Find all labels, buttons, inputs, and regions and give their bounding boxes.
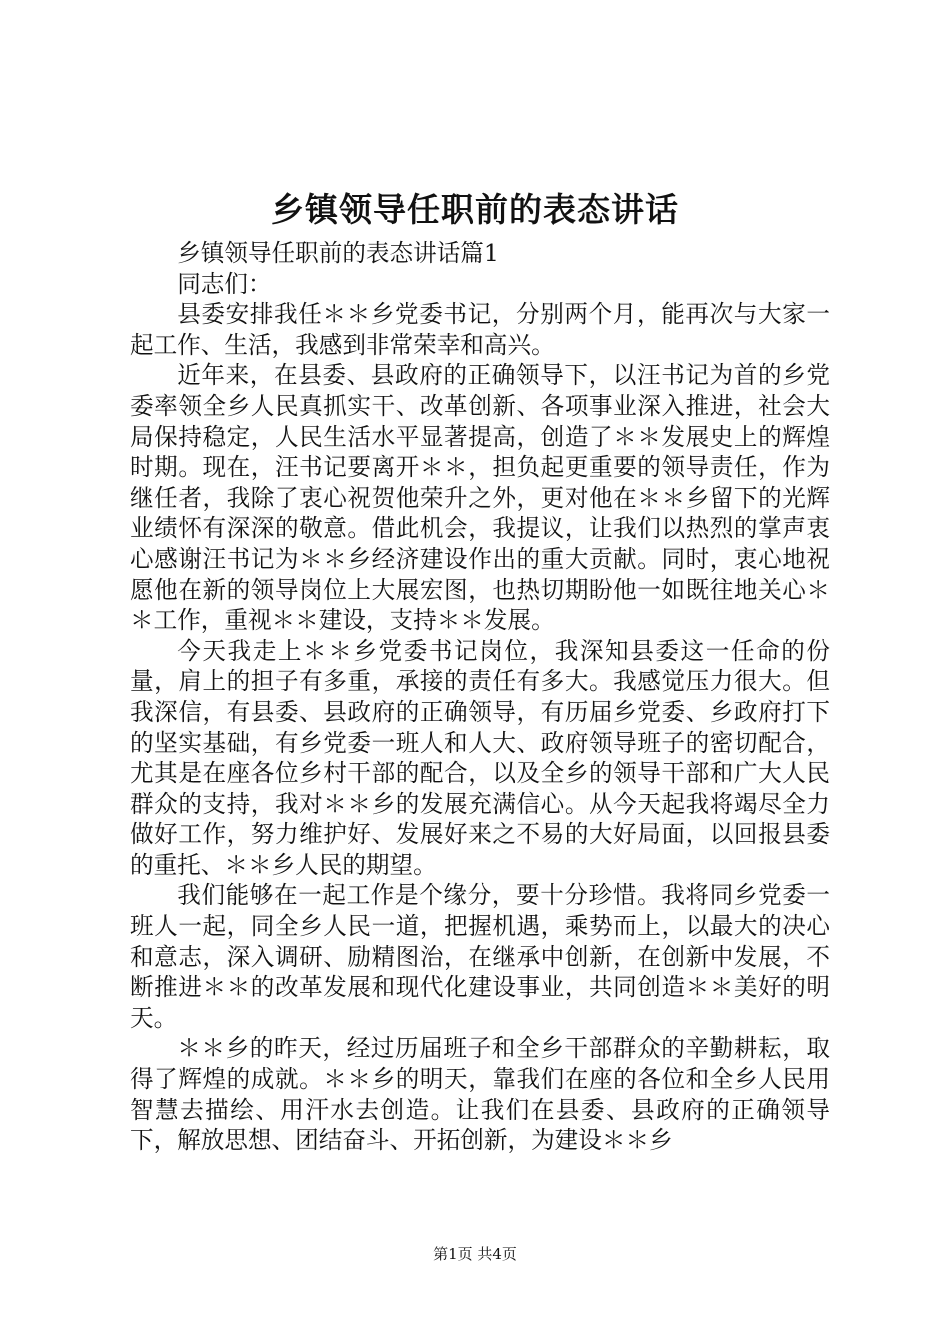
body-paragraph: 我们能够在一起工作是个缘分，要十分珍惜。我将同乡党委一班人一起，同全乡人民一道，把握机遇，乘势而上，以最大的决心和意志，深入调研、励精图治，在继承中创新，在创新中发展，不断推进＊＊的改革发展和现代化建设事业，共同创造＊＊美好的明天。 — [130, 881, 830, 1032]
salutation: 同志们： — [177, 269, 272, 298]
body-paragraph: 近年来，在县委、县政府的正确领导下，以汪书记为首的乡党委率领全乡人民真抓实干、改革创新、各项事业深入推进，社会大局保持稳定，人民生活水平显著提高，创造了＊＊发展史上的辉煌时期。现在，汪书记要离开＊＊，担负起更重要的领导责任，作为继任者，我除了衷心祝贺他荣升之外，更对他在＊＊乡留下的光辉业绩怀有深深的敬意。借此机会，我提议，让我们以热烈的掌声衷心感谢汪书记为＊＊乡经济建设作出的重大贡献。同时，衷心地祝愿他在新的领导岗位上大展宏图，也热切期盼他一如既往地关心＊＊工作，重视＊＊建设，支持＊＊发展。 — [130, 361, 830, 635]
body-paragraph: ＊＊乡的昨天，经过历届班子和全乡干部群众的辛勤耕耘，取得了辉煌的成就。＊＊乡的明天，靠我们在座的各位和全乡人民用智慧去描绘、用汗水去创造。让我们在县委、县政府的正确领导下，解放思想、团结奋斗、开拓创新，为建设＊＊乡 — [130, 1034, 830, 1155]
body-paragraph: 县委安排我任＊＊乡党委书记，分别两个月，能再次与大家一起工作、生活，我感到非常荣幸和高兴。 — [130, 300, 830, 359]
body-paragraph: 今天我走上＊＊乡党委书记岗位，我深知县委这一任命的份量，肩上的担子有多重，承接的责任有多大。我感觉压力很大。但我深信，有县委、县政府的正确领导，有历届乡党委、乡政府打下的坚实基础，有乡党委一班人和人大、政府领导班子的密切配合，尤其是在座各位乡村干部的配合，以及全乡的领导干部和广大人民群众的支持，我对＊＊乡的发展充满信心。从今天起我将竭尽全力做好工作，努力维护好、发展好来之不易的大好局面，以回报县委的重托、＊＊乡人民的期望。 — [130, 636, 830, 879]
page-footer: 第1页 共4页 — [433, 1245, 517, 1263]
section-heading: 乡镇领导任职前的表态讲话篇1 — [177, 239, 499, 267]
document-title: 乡镇领导任职前的表态讲话 — [271, 190, 679, 229]
document-body — [130, 238, 830, 1156]
